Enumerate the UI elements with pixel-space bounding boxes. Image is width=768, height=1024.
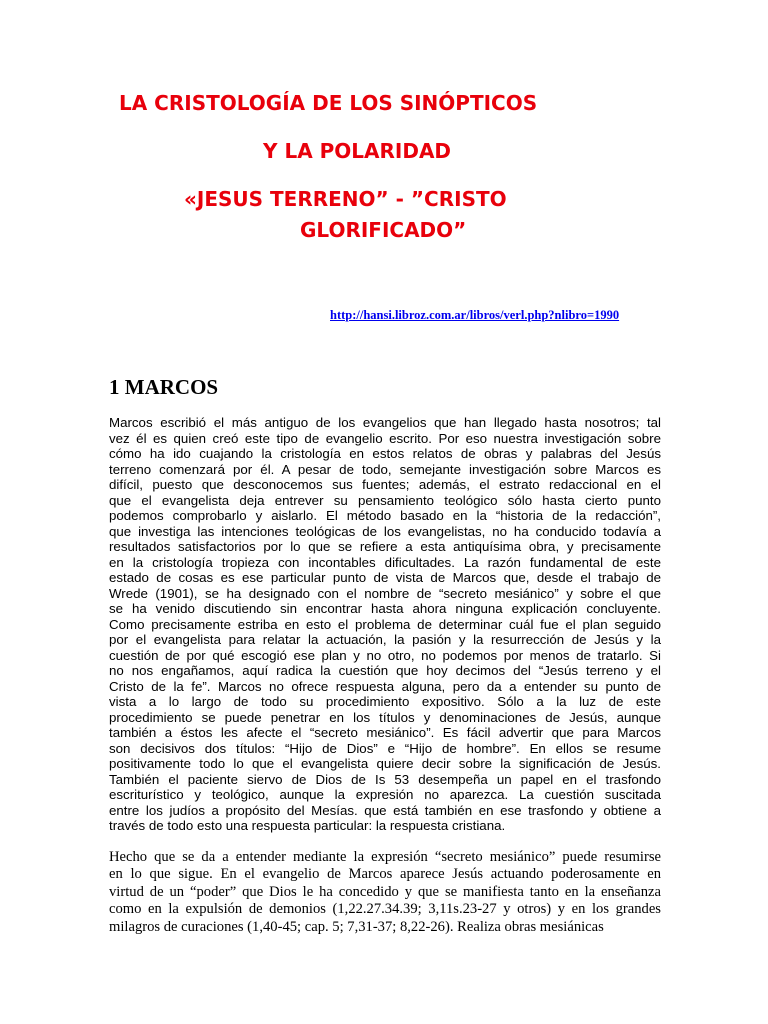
- section-heading: 1 MARCOS: [109, 375, 219, 399]
- title-line-2: Y LA POLARIDAD: [263, 139, 452, 163]
- paragraph-line: virtud de un “poder” que Dios le ha concedido y que se manifiesta tanto en la enseñanza: [109, 883, 661, 900]
- paragraph-line: procedimiento se puede penetrar en los títulos y denominaciones de Jesús, aunque: [109, 709, 661, 725]
- paragraph-line: podemos comprobarlo y aislarlo. El método basado en la “historia de la redacción”,: [109, 508, 661, 523]
- paragraph-line: Marcos escribió el más antiguo de los evangelios que han llegado hasta nosotros; tal: [109, 415, 661, 430]
- title-line-1: LA CRISTOLOGÍA DE LOS SINÓPTICOS: [119, 91, 538, 115]
- paragraph-line: son decisivos dos títulos: “Hijo de Dios” e “Hijo de hombre”. En ellos se resume: [109, 740, 661, 756]
- paragraph-line: que investiga las intenciones teológicas de los evangelistas, no ha conducido todavía a: [109, 523, 661, 539]
- paragraph-line: terreno comenzará por él. A pesar de todo, semejante investigación sobre Marcos es: [109, 461, 661, 477]
- paragraph-line: también a éstos les afecte el “secreto mesiánico”. Es fácil advertir que para Marcos: [109, 725, 661, 740]
- paragraph-line: escriturístico y teológico, aunque la expresión no aparezca. La cuestión suscitada: [109, 787, 661, 802]
- paragraph-line: no nos engañamos, aquí radica la cuestión que hoy decimos del “Jesús terreno y el: [109, 663, 661, 678]
- paragraph-line: positivamente todo lo que el evangelista quiere decir sobre la significación de Jesús.: [109, 756, 661, 771]
- paragraph-line: través de todo esto una respuesta particular: la respuesta cristiana.: [109, 818, 506, 833]
- paragraph-line: Cristo de la fe”. Marcos no ofrece respuesta alguna, pero da a entender su punto de: [109, 678, 661, 694]
- paragraph-line: Como precisamente estriba en esto el problema de determinar cuál fue el plan seguido: [109, 616, 661, 632]
- paragraph-line: También el paciente siervo de Dios de Is 53 desempeña un papel en el trasfondo: [109, 771, 661, 787]
- paragraph-line: que el evangelista deja entrever su pensamiento teológico sólo hasta cierto punto: [109, 492, 661, 508]
- source-link[interactable]: http://hansi.libroz.com.ar/libros/verl.php?nlibro=1990: [330, 308, 620, 322]
- paragraph-line: en lo que sigue. En el evangelio de Marcos aparece Jesús actuando poderosamente en: [109, 866, 661, 883]
- paragraph-line: como en la expulsión de demonios (1,22.27.34.39; 3,11s.23-27 y otros) y en los grandes: [109, 901, 661, 918]
- paragraph-line: estado de cosas es ese particular punto de vista de Marcos que, desde el trabajo de: [109, 570, 661, 585]
- paragraph-line: entre los judíos a propósito del Mesías. que está también en ese trasfondo y obtiene a: [109, 802, 661, 818]
- paragraph-line: en la cristología tropieza con incontables dificultades. La razón fundamental de este: [109, 554, 661, 570]
- title-line-3: «JESUS TERRENO” - ”CRISTO: [184, 187, 507, 211]
- paragraph-line: Hecho que se da a entender mediante la expresión “secreto mesiánico” puede resumirse: [109, 849, 661, 865]
- paragraph-line: milagros de curaciones (1,40-45; cap. 5; 7,31-37; 8,22-26). Realiza obras mesiánicas: [109, 918, 604, 935]
- paragraph-line: vez él es quien creó este tipo de evangelio escrito. Por eso nuestra investigación sobre: [109, 430, 661, 446]
- paragraph-line: se ha venido discutiendo sin encontrar hasta ahora ninguna explicación concluyente.: [109, 601, 661, 616]
- paragraph-line: por el evangelista para relatar la actuación, la pasión y la resurrección de Jesús y la: [109, 632, 661, 647]
- paragraph-line: vista a lo largo de todo su procedimiento expositivo. Sólo a la luz de este: [109, 694, 661, 709]
- paragraph-line: Wrede (1901), se ha designado con el nombre de “secreto mesiánico” y sobre el que: [109, 585, 661, 601]
- paragraph-1: [109, 415, 661, 834]
- title-line-4: GLORIFICADO”: [300, 218, 467, 242]
- paragraph-2: [109, 849, 661, 936]
- paragraph-line: cómo ha ido cuajando la cristología en estos relatos de obras y palabras del Jesús: [109, 446, 661, 461]
- paragraph-line: cuestión de por qué escogió ese plan y no otro, no podemos por menos de tratarlo. Si: [109, 647, 661, 663]
- paragraph-line: resultados satisfactorios por lo que se refiere a esta antiquísima obra, y precisamente: [109, 539, 661, 554]
- paragraph-line: difícil, puesto que desconocemos sus fuentes; además, el estrato redaccional en el: [109, 477, 661, 492]
